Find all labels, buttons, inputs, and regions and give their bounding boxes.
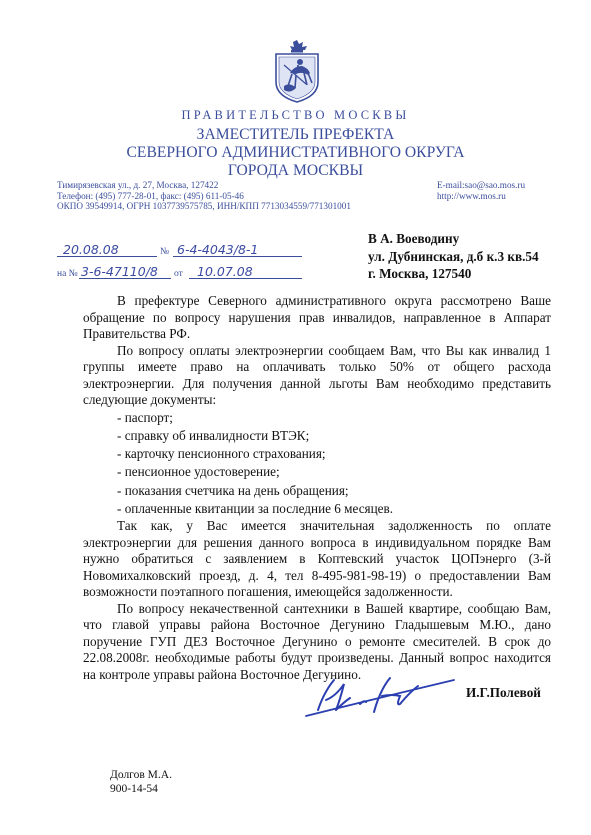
letterhead-online — [437, 180, 525, 201]
list-item: - паспорт; — [117, 409, 173, 425]
number-label: № — [160, 247, 170, 257]
paragraph-electricity: По вопросу оплаты электроэнергии сообщаем Вам, что Вы как инвалид 1 группы имеете право на оплачивать только 50% от общего расхода электроэнергии. Для получения данной льготы Вам необходимо представить следующие документы: — [83, 342, 551, 407]
email-address: E-mail:sao@sao.mos.ru — [437, 180, 526, 190]
outgoing-date: 20.08.08 — [63, 242, 119, 257]
postal-address: Тимирязевская ул., д. 27, Москва, 127422 — [57, 180, 219, 190]
website: http://www.mos.ru — [437, 190, 506, 201]
outgoing-number: 6-4-4043/8-1 — [177, 242, 259, 257]
paragraph-plumbing: По вопросу некачественной сантехники в Вашей квартире, сообщаю Вам, что главой управы района Восточное Дегунино Гладышевым М.Ю., дано поручение ГУП ДЕЗ Восточное Дегунино о ремонте смесителей. В срок до 22.08.2008г. необходимые работы будут произведены. Данный вопрос находится на контроле управы района Восточное Дегунино. — [83, 600, 551, 682]
title-line: ЗАМЕСТИТЕЛЬ ПРЕФЕКТА — [196, 126, 395, 143]
recipient-city: г. Москва, 127540 — [368, 266, 472, 281]
reference-date: 10.07.08 — [197, 264, 253, 279]
letter-body — [83, 293, 551, 683]
list-item: - пенсионное удостоверение; — [117, 464, 280, 480]
executor-phone: 900-14-54 — [110, 783, 158, 795]
registration-block — [57, 240, 302, 284]
letterhead-contacts — [57, 180, 351, 212]
executor-name: Долгов М.А. — [110, 769, 172, 781]
recipient-address — [368, 230, 539, 283]
from-label: от — [174, 269, 183, 279]
list-item: - оплаченные квитанции за последние 6 месяцев. — [117, 500, 394, 516]
reference-number: 3-6-47110/8 — [81, 264, 158, 279]
registry-codes: ОКПО 39549914, ОГРН 1037739575785, ИНН/КПП 7713034559/771301001 — [57, 201, 351, 211]
title-line: СЕВЕРНОГО АДМИНИСТРАТИВНОГО ОКРУГА — [126, 144, 465, 161]
executor-info — [110, 768, 172, 796]
paragraph-intro: В префектуре Северного административного округа рассмотрено Ваше обращение по вопросу нарушения прав инвалидов, направленное в Аппарат Правительства РФ. — [83, 293, 551, 341]
title-line: ГОРОДА МОСКВЫ — [227, 162, 364, 179]
phone-fax: Телефон: (495) 777-28-01, факс: (495) 611-05-46 — [57, 190, 244, 201]
incoming-reference — [57, 262, 302, 284]
deputy-prefect-title — [0, 126, 591, 180]
list-item: - карточку пенсионного страхования; — [117, 446, 326, 462]
list-item: - показания счетчика на день обращения; — [117, 482, 349, 498]
documents-list — [83, 409, 551, 519]
recipient-name: В А. Воеводину — [368, 231, 460, 246]
signer-name: И.Г.Полевой — [466, 685, 541, 700]
paragraph-debt: Так как, у Вас имеется значительная задолженность по оплате электроэнергии для решения данного вопроса в индивидуальном порядке Вам нужно обратиться с заявлением в Коптевский участок ЦОПэнерго (3-й Новомихалковский проезд, д. 4, тел 8-495-981-98-19) о предоставлении Вам возможности поэтапного погашения, имеющейся задолженности. — [83, 518, 551, 600]
recipient-street: ул. Дубнинская, д.б к.3 кв.54 — [368, 248, 539, 264]
reference-prefix: на № — [57, 269, 78, 279]
government-name: ПРАВИТЕЛЬСТВО МОСКВЫ — [181, 108, 410, 122]
handwritten-signature — [300, 670, 460, 722]
list-item: - справку об инвалидности ВТЭК; — [117, 427, 310, 443]
outgoing-registration — [57, 240, 302, 262]
moscow-emblem-icon — [272, 38, 322, 104]
